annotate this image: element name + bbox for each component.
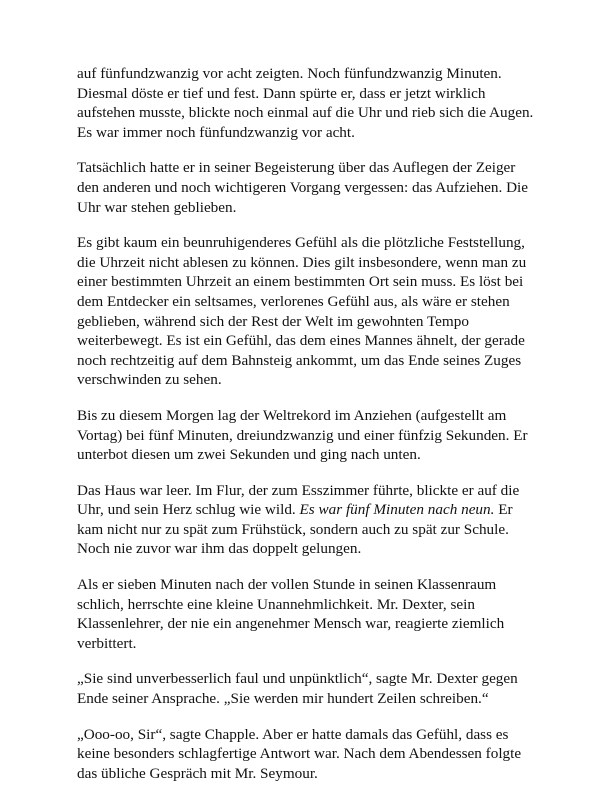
paragraph-4: Bis zu diesem Morgen lag der Weltrekord im Anziehen (aufgestellt am Vortag) bei fünf Minuten, dreiundzwanzig und einer fünfzig Sekunden. Er unterbot diesen um zwei Sekunden und ging nach unten. — [77, 406, 528, 464]
paragraph-5-italic: Es war fünf Minuten nach neun. — [299, 501, 495, 519]
paragraph-7: „Sie sind unverbesserlich faul und unpünktlich“, sagte Mr. Dexter gegen Ende seiner Ansprache. „Sie werden mir hundert Zeilen schreiben.“ — [77, 670, 518, 708]
paragraph-1: auf fünfundzwanzig vor acht zeigten. Noch fünfundzwanzig Minuten. Diesmal döste er tief und fest. Dann spürte er, dass er jetzt wirklich aufstehen musste, blickte noch einmal auf die Uhr und rieb sich die Augen. Es war immer noch fünfundzwanzig vor acht. — [77, 65, 534, 141]
paragraph-5-end: Er kam nicht nur zu spät zum Frühstück, sondern auch zu spät zur Schule. Noch nie zuvor war ihm das doppelt gelungen. — [77, 501, 513, 558]
paragraph-5 — [77, 481, 535, 559]
paragraph-6: Als er sieben Minuten nach der vollen Stunde in seinen Klassenraum schlich, herrschte eine kleine Unannehmlichkeit. Mr. Dexter, sein Klassenlehrer, der nie ein angenehmer Mensch war, reagierte ziemlich verbittert. — [77, 576, 505, 652]
paragraph-8: „Ooo-oo, Sir“, sagte Chapple. Aber er hatte damals das Gefühl, dass es keine besonders schlagfertige Antwort war. Nach dem Abendessen folgte das übliche Gespräch mit Mr. Seymour. — [77, 725, 522, 782]
paragraph-3: Es gibt kaum ein beunruhigenderes Gefühl als die plötzliche Feststellung, die Uhrzeit nicht ablesen zu können. Dies gilt insbesondere, wenn man zu einer bestimmten Uhrzeit an einem bestimmten Ort sein muss. Es löst bei dem Entdecker ein seltsames, verlorenes Gefühl aus, als wäre er stehen geblieben, während sich der Rest der Welt im gewohnten Tempo weiterbewegt. Es ist ein Gefühl, das dem eines Mannes ähnelt, der gerade noch rechtzeitig auf dem Bahnsteig ankommt, um das Ende seines Zuges verschwinden zu sehen. — [77, 234, 527, 389]
body-text — [77, 64, 535, 799]
paragraph-5-start: Das Haus war leer. Im Flur, der zum Esszimmer führte, blickte er auf die Uhr, und sein Herz schlug wie wild. — [77, 481, 520, 519]
paragraph-2: Tatsächlich hatte er in seiner Begeisterung über das Auflegen der Zeiger den anderen und noch wichtigeren Vorgang vergessen: das Aufziehen. Die Uhr war stehen geblieben. — [77, 159, 528, 216]
